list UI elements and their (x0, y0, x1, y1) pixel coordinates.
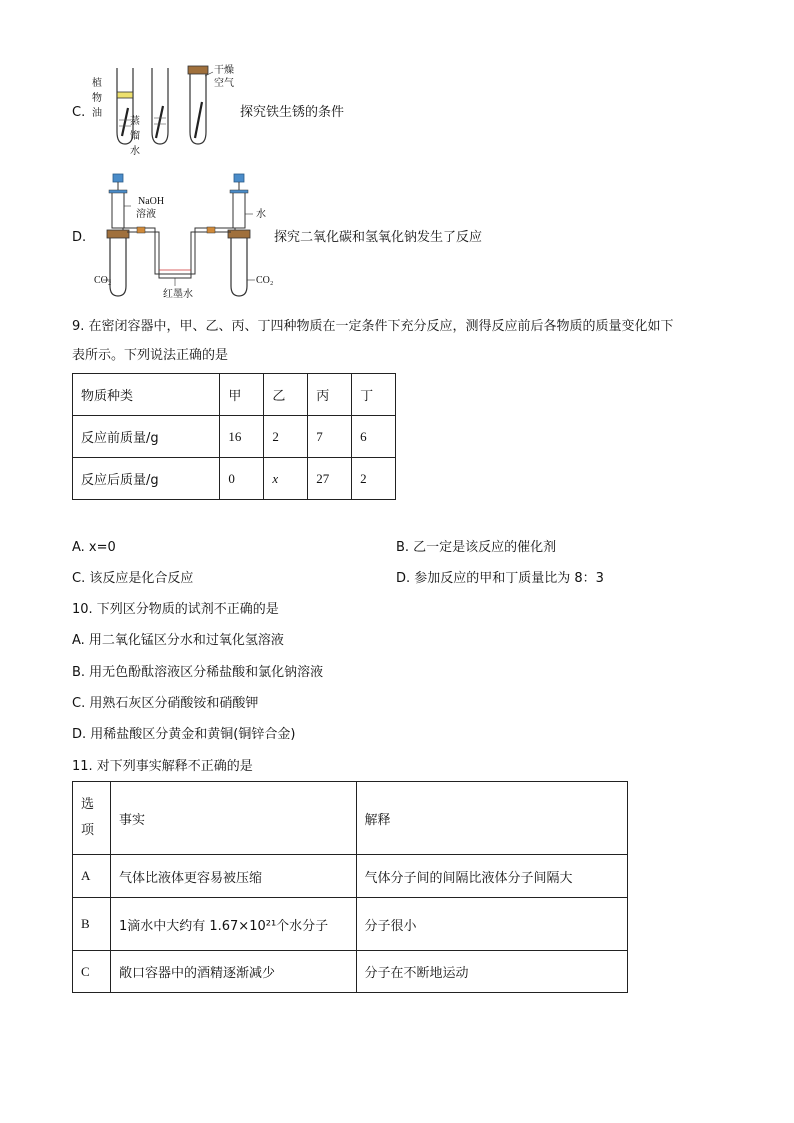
table-cell: 2 (264, 416, 308, 458)
table-cell: 分子在不断地运动 (356, 951, 627, 993)
table-cell: 气体比液体更容易被压缩 (110, 855, 356, 898)
q10-option-c: C. 用熟石灰区分硝酸铵和硝酸钾 (72, 696, 259, 711)
option-c-letter: C. (72, 105, 86, 120)
red-ink-label: 红墨水 (163, 289, 193, 300)
q9-option-c: C. 该反应是化合反应 (72, 571, 194, 586)
water-label: 水 (256, 209, 266, 220)
table-row (73, 898, 628, 951)
co2-right-label: CO₂ (256, 275, 274, 286)
table-header-cell: 甲 (220, 374, 264, 416)
table-cell: 27 (308, 458, 352, 500)
table-row (73, 374, 396, 416)
co2-left-label: CO₂ (94, 275, 112, 286)
q11-explanation-table (72, 781, 628, 993)
q9-stem-line1: 9. 在密闭容器中，甲、乙、丙、丁四种物质在一定条件下充分反应，测得反应前后各物质的质量变化如下 (72, 319, 674, 334)
table-cell: B (73, 898, 111, 951)
co2-naoh-apparatus-diagram (95, 170, 275, 300)
table-row (73, 416, 396, 458)
table-cell: 敞口容器中的酒精逐渐减少 (110, 951, 356, 993)
dry-air-label: 干燥 空气 (214, 65, 234, 89)
table-header-cell: 事实 (110, 782, 356, 855)
table-cell: 7 (308, 416, 352, 458)
q9-stem-line2: 表所示。下列说法正确的是 (72, 348, 229, 363)
q10-option-b: B. 用无色酚酞溶液区分稀盐酸和氯化钠溶液 (72, 665, 324, 680)
table-header-cell: 物质种类 (73, 374, 220, 416)
table-cell: x (264, 458, 308, 500)
plant-oil-label: 植 物 油 (92, 78, 102, 119)
q11-stem: 11. 对下列事实解释不正确的是 (72, 759, 253, 774)
q10-stem: 10. 下列区分物质的试剂不正确的是 (72, 602, 279, 617)
table-cell: 分子很小 (356, 898, 627, 951)
q10-option-d: D. 用稀盐酸区分黄金和黄铜(铜锌合金) (72, 727, 296, 742)
option-d-letter: D. (72, 230, 87, 245)
table-header-cell: 丙 (308, 374, 352, 416)
q9-option-b: B. 乙一定是该反应的催化剂 (396, 540, 557, 555)
table-row (73, 855, 628, 898)
table-header-cell: 乙 (264, 374, 308, 416)
q9-option-d: D. 参加反应的甲和丁质量比为 8：3 (396, 571, 604, 586)
table-cell: 16 (220, 416, 264, 458)
table-cell: 反应前质量/g (73, 416, 220, 458)
table-cell: C (73, 951, 111, 993)
q9-option-a: A. x=0 (72, 540, 116, 555)
q10-option-a: A. 用二氧化锰区分水和过氧化氢溶液 (72, 633, 284, 648)
table-cell: 0 (220, 458, 264, 500)
q9-mass-table (72, 373, 396, 500)
table-header-cell: 解释 (356, 782, 627, 855)
option-d-caption: 探究二氧化碳和氢氧化钠发生了反应 (274, 230, 483, 245)
naoh-label: NaOH (138, 196, 165, 207)
table-cell: 6 (352, 416, 396, 458)
table-header-cell: 丁 (352, 374, 396, 416)
table-cell: 气体分子间的间隔比液体分子间隔大 (356, 855, 627, 898)
table-header-cell: 选项 (73, 782, 111, 855)
naoh-solution-label: 溶液 (136, 209, 156, 220)
table-row (73, 951, 628, 993)
table-cell: 1滴水中大约有 1.67×10²¹个水分子 (110, 898, 356, 951)
distilled-water-label: 蒸 馏 水 (130, 116, 140, 157)
table-row (73, 458, 396, 500)
table-row (73, 782, 628, 855)
table-cell: 2 (352, 458, 396, 500)
table-cell: A (73, 855, 111, 898)
option-c-caption: 探究铁生锈的条件 (240, 105, 345, 120)
table-cell: 反应后质量/g (73, 458, 220, 500)
